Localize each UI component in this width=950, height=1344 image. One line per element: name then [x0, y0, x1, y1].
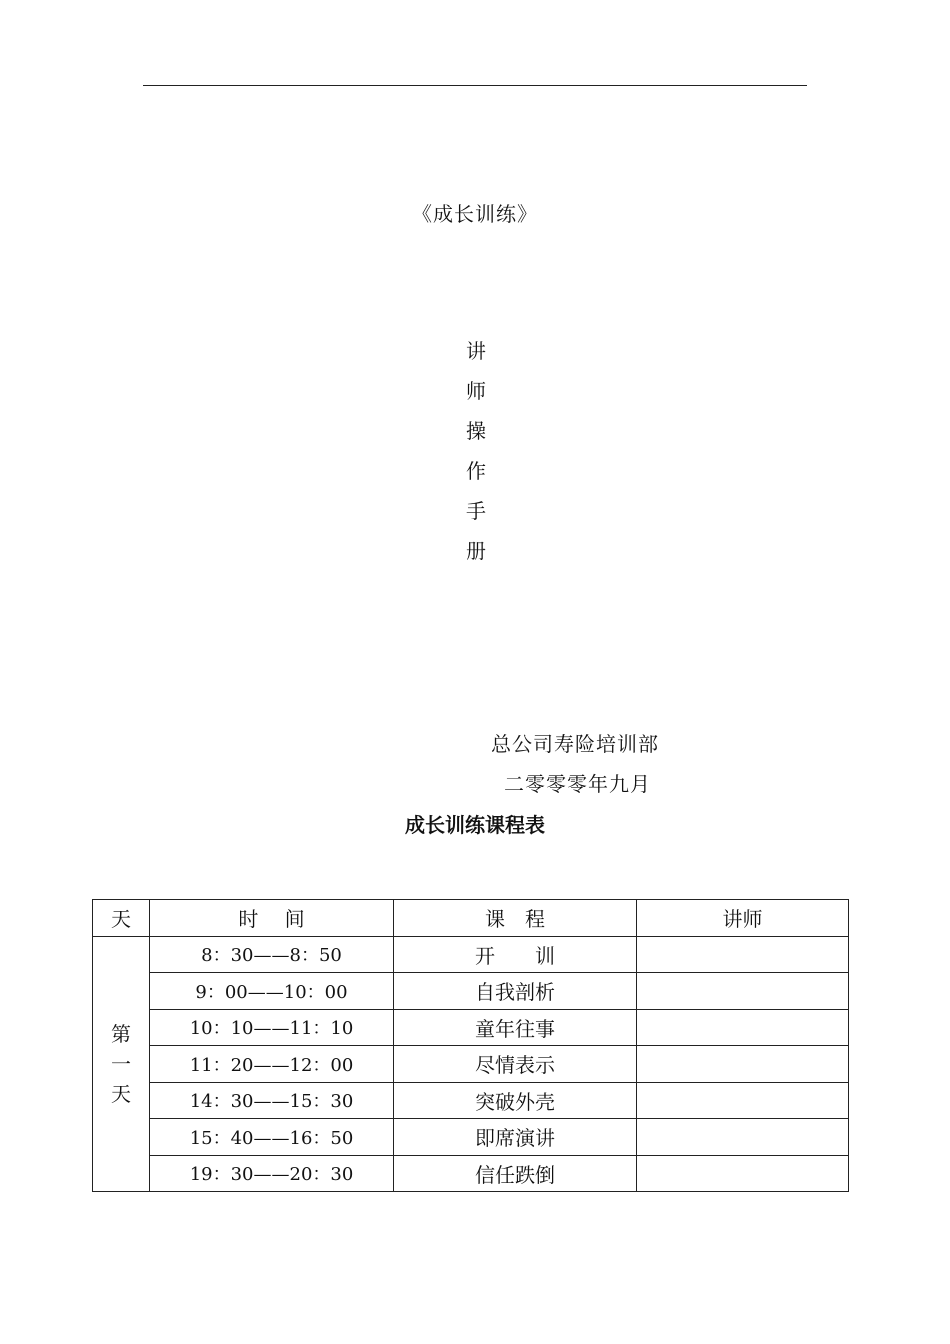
time-cell: 19：30——20：30 [150, 1155, 394, 1192]
lecturer-cell [637, 1155, 849, 1192]
header-day: 天 [93, 900, 150, 937]
time-cell: 10：10——11：10 [150, 1009, 394, 1046]
table-row [93, 1119, 849, 1156]
subtitle-char: 操 [466, 419, 486, 443]
subtitle-char: 作 [466, 459, 486, 483]
subtitle-char: 师 [466, 379, 486, 403]
table-header-row [93, 900, 849, 937]
course-cell: 突破外壳 [394, 1082, 637, 1119]
subtitle-char: 手 [466, 499, 486, 523]
cover-title: 《成长训练》 [412, 202, 538, 226]
organization-name: 总公司寿险培训部 [491, 732, 659, 756]
header-lecturer: 讲师 [637, 900, 849, 937]
course-cell: 自我剖析 [394, 973, 637, 1010]
time-cell: 15：40——16：50 [150, 1119, 394, 1156]
subtitle-char: 讲 [466, 339, 486, 363]
header-rule [143, 85, 807, 86]
lecturer-cell [637, 973, 849, 1010]
day-label-char: 一 [111, 1051, 131, 1076]
lecturer-cell [637, 1009, 849, 1046]
vertical-subtitle [460, 336, 492, 576]
time-cell: 14：30——15：30 [150, 1082, 394, 1119]
course-cell: 信任跌倒 [394, 1155, 637, 1192]
time-cell: 9：00——10：00 [150, 973, 394, 1010]
header-course: 课 程 [394, 900, 637, 937]
table-row [93, 1155, 849, 1192]
lecturer-cell [637, 936, 849, 973]
publish-date: 二零零零年九月 [504, 772, 651, 796]
lecturer-cell [637, 1119, 849, 1156]
lecturer-cell [637, 1082, 849, 1119]
schedule-title: 成长训练课程表 [405, 813, 545, 837]
table-row [93, 1082, 849, 1119]
course-cell: 尽情表示 [394, 1046, 637, 1083]
table-row [93, 1009, 849, 1046]
course-cell: 即席演讲 [394, 1119, 637, 1156]
lecturer-cell [637, 1046, 849, 1083]
table-row [93, 936, 849, 973]
day-label-char: 天 [111, 1081, 131, 1106]
course-cell: 开 训 [394, 936, 637, 973]
course-cell: 童年往事 [394, 1009, 637, 1046]
schedule-table [92, 899, 849, 1192]
table-row [93, 973, 849, 1010]
table-row [93, 1046, 849, 1083]
header-time: 时 间 [150, 900, 394, 937]
time-cell: 8：30——8：50 [150, 936, 394, 973]
day-label-char: 第 [111, 1021, 131, 1046]
subtitle-char: 册 [466, 539, 486, 563]
time-cell: 11：20——12：00 [150, 1046, 394, 1083]
day-label [93, 936, 150, 1192]
